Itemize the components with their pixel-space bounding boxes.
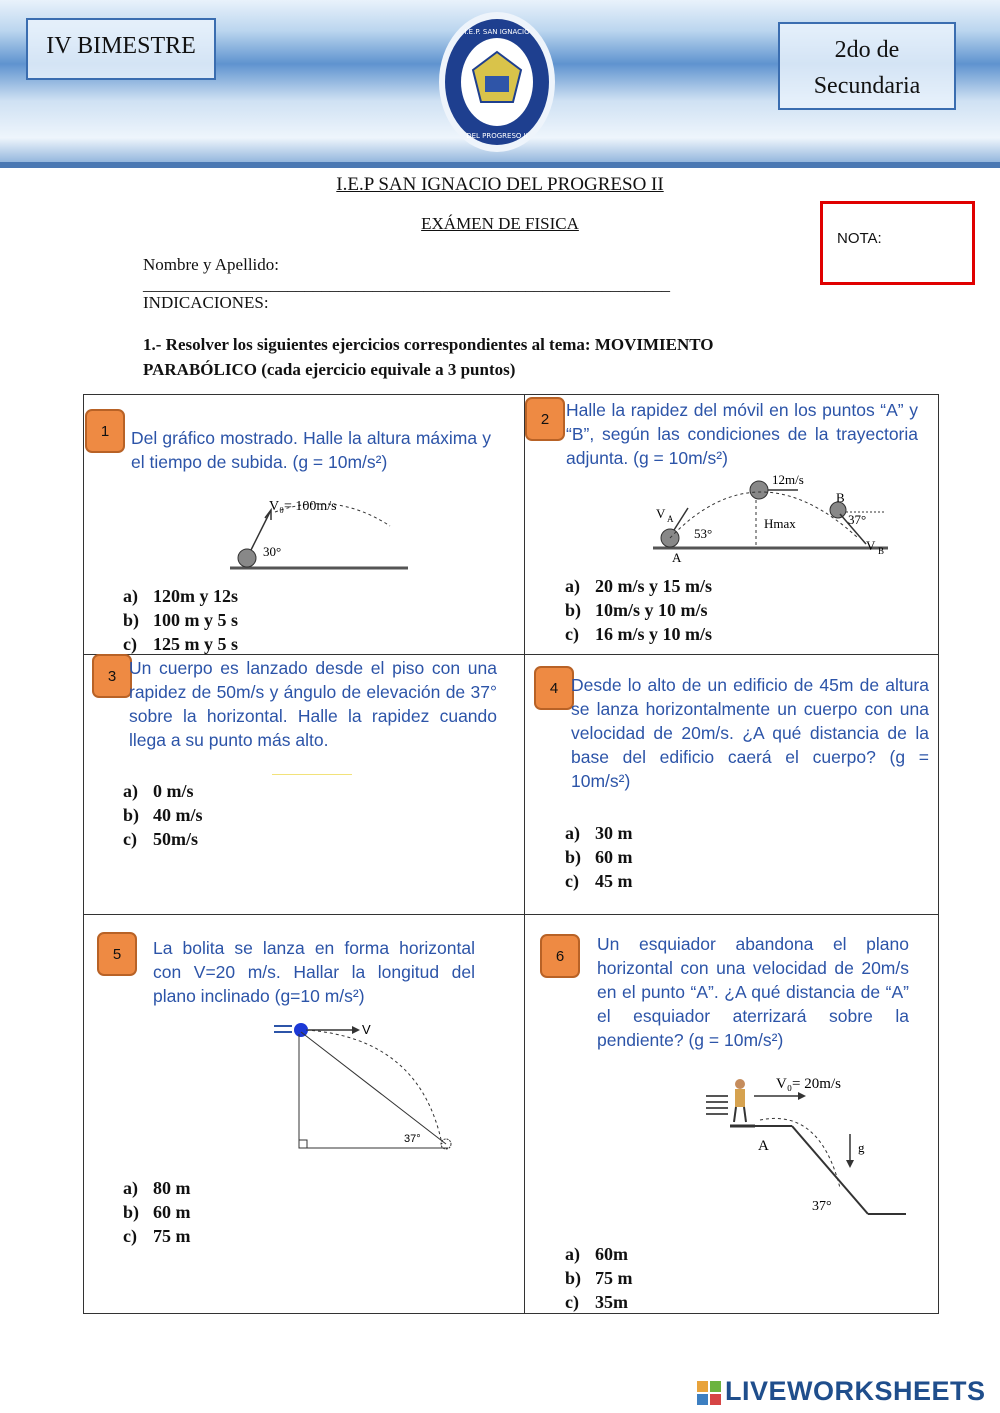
school-title: I.E.P SAN IGNACIO DEL PROGRESO II	[336, 174, 664, 195]
question-3-text: Un cuerpo es lanzado desde el piso con una rapidez de 50m/s y ángulo de elevación de 37° sobre la horizontal. Halle la rapidez cuando llega a su punto más alto.	[129, 658, 497, 750]
highlight-mark	[272, 774, 352, 775]
option-letter: a)	[565, 823, 580, 843]
option-letter: a)	[123, 586, 138, 606]
grade-box	[778, 22, 956, 110]
option-text: 120m y 12s	[153, 586, 238, 606]
option-letter: a)	[123, 781, 138, 801]
term-box: IV BIMESTRE	[26, 18, 216, 80]
question-6-text: Un esquiador abandona el plano horizontal con una velocidad de 20m/s en el punto “A”. ¿A qué distancia de “A” el esquiador aterrizará sobre la pendiente? (g = 10m/s²)	[597, 934, 909, 1050]
option-letter: a)	[565, 1244, 580, 1264]
question-2-badge: 2	[525, 397, 565, 441]
indications-heading: INDICACIONES:	[143, 293, 269, 312]
nota-label: NOTA:	[837, 230, 882, 247]
option-2a[interactable]	[565, 574, 712, 598]
grade-line-2: Secundaria	[813, 73, 921, 99]
option-3c[interactable]	[123, 827, 203, 851]
q6-fig-velocity: V₀= 20m/s	[776, 1076, 841, 1092]
option-6a[interactable]	[565, 1242, 633, 1266]
option-text: 75 m	[595, 1268, 633, 1288]
option-text: 50m/s	[153, 829, 198, 849]
q2-fig-va-sub: A	[667, 514, 674, 524]
q2-fig-b: B	[836, 490, 845, 505]
option-4b[interactable]	[565, 845, 633, 869]
question-5-text: La bolita se lanza en forma horizontal con V=20 m/s. Hallar la longitud del plano inclinado (g=10 m/s²)	[153, 938, 475, 1006]
question-6-options	[565, 1242, 633, 1314]
q5-fig-angle: 37°	[404, 1133, 421, 1145]
skier-icon	[735, 1079, 745, 1089]
option-text: 75 m	[153, 1226, 191, 1246]
option-letter: b)	[565, 600, 582, 620]
option-letter: b)	[565, 1268, 582, 1288]
question-1-badge: 1	[85, 409, 125, 453]
option-letter: b)	[123, 1202, 140, 1222]
question-1-figure	[225, 492, 415, 576]
q2-fig-53: 53°	[694, 526, 713, 541]
question-5-options	[123, 1176, 191, 1248]
option-6c[interactable]	[565, 1290, 633, 1314]
q2-fig-37: 37°	[848, 512, 867, 527]
q2-fig-vb-sub: B	[878, 546, 885, 556]
q6-fig-gravity: g	[858, 1140, 865, 1155]
q6-fig-angle: 37°	[812, 1199, 832, 1214]
option-2c[interactable]	[565, 622, 712, 646]
option-text: 10m/s y 10 m/s	[595, 600, 708, 620]
option-text: 60 m	[153, 1202, 191, 1222]
question-1-options	[123, 584, 238, 656]
option-letter: c)	[123, 1226, 137, 1246]
question-4-text: Desde lo alto de un edificio de 45m de altura se lanza horizontalmente un cuerpo con una velocidad de 20m/s. ¿A qué distancia de la base del edificio caerá el cuerpo? (g = 10m/s²)	[571, 675, 929, 791]
grid-divider-row-2	[83, 914, 939, 915]
option-letter: b)	[565, 847, 582, 867]
option-letter: b)	[123, 805, 140, 825]
option-2b[interactable]	[565, 598, 712, 622]
liveworksheets-logo-icon	[697, 1381, 721, 1405]
option-letter: a)	[565, 576, 580, 596]
option-text: 100 m y 5 s	[153, 610, 238, 630]
option-4c[interactable]	[565, 869, 633, 893]
q1-fig-velocity: V₀= 100m/s	[269, 499, 337, 514]
school-logo	[437, 10, 557, 160]
grade-line-1: 2do de	[834, 37, 900, 63]
option-6b[interactable]	[565, 1266, 633, 1290]
exam-title: EXÁMEN DE FISICA	[421, 214, 579, 233]
liveworksheets-watermark: LIVEWORKSHEETS	[725, 1376, 986, 1406]
question-6-badge: 6	[540, 934, 580, 978]
question-3-options	[123, 779, 203, 851]
option-5a[interactable]	[123, 1176, 191, 1200]
option-text: 35m	[595, 1292, 628, 1312]
q5-fig-v: V	[362, 1022, 371, 1037]
question-1-text: Del gráfico mostrado. Halle la altura máxima y el tiempo de subida. (g = 10m/s²)	[131, 428, 491, 472]
q2-fig-speed: 12m/s	[772, 472, 804, 487]
q6-fig-point-a: A	[758, 1138, 769, 1154]
option-text: 30 m	[595, 823, 633, 843]
q2-fig-vb: V	[866, 538, 876, 553]
question-5-figure	[270, 1018, 460, 1154]
option-5b[interactable]	[123, 1200, 191, 1224]
q2-fig-hmax: Hmax	[764, 516, 796, 531]
option-text: 45 m	[595, 871, 633, 891]
option-text: 80 m	[153, 1178, 191, 1198]
option-letter: c)	[565, 871, 579, 891]
header-banner-edge	[0, 162, 1000, 168]
question-2-options	[565, 574, 712, 646]
svg-text:DEL PROGRESO II: DEL PROGRESO II	[466, 132, 528, 140]
question-4-badge: 4	[534, 666, 574, 710]
option-letter: c)	[123, 634, 137, 654]
grid-divider-vertical	[524, 394, 525, 1314]
option-text: 20 m/s y 15 m/s	[595, 576, 712, 596]
option-1c[interactable]	[123, 632, 238, 656]
option-letter: a)	[123, 1178, 138, 1198]
option-1b[interactable]	[123, 608, 238, 632]
q2-fig-va: V	[656, 506, 666, 521]
question-2-text: Halle la rapidez del móvil en los puntos “A” y “B”, según las condiciones de la trayectoria adjunta. (g = 10m/s²)	[566, 400, 918, 468]
question-2-figure	[648, 466, 898, 566]
option-text: 60m	[595, 1244, 628, 1264]
grade-box-nota	[820, 201, 975, 285]
student-name-line: Nombre y Apellido: ______________________________________________________________	[143, 255, 670, 294]
instructions	[143, 332, 823, 382]
svg-text:I.E.P. SAN IGNACIO: I.E.P. SAN IGNACIO	[464, 28, 530, 36]
option-letter: c)	[123, 829, 137, 849]
option-text: 125 m y 5 s	[153, 634, 238, 654]
option-letter: c)	[565, 624, 579, 644]
option-text: 16 m/s y 10 m/s	[595, 624, 712, 644]
question-6-figure	[700, 1068, 910, 1220]
question-3-badge: 3	[92, 654, 132, 698]
question-5-badge: 5	[97, 932, 137, 976]
question-4-options	[565, 821, 633, 893]
option-text: 0 m/s	[153, 781, 194, 801]
instruction-line-2: PARABÓLICO (cada ejercicio equivale a 3 puntos)	[143, 360, 516, 379]
option-letter: c)	[565, 1292, 579, 1312]
option-1a[interactable]	[123, 584, 238, 608]
option-5c[interactable]	[123, 1224, 191, 1248]
option-letter: b)	[123, 610, 140, 630]
option-4a[interactable]	[565, 821, 633, 845]
option-3b[interactable]	[123, 803, 203, 827]
instruction-line-1: 1.- Resolver los siguientes ejercicios correspondientes al tema: MOVIMIENTO	[143, 335, 714, 354]
q1-fig-angle: 30°	[263, 544, 282, 559]
q2-fig-a: A	[672, 550, 682, 565]
option-text: 40 m/s	[153, 805, 203, 825]
option-text: 60 m	[595, 847, 633, 867]
option-3a[interactable]	[123, 779, 203, 803]
